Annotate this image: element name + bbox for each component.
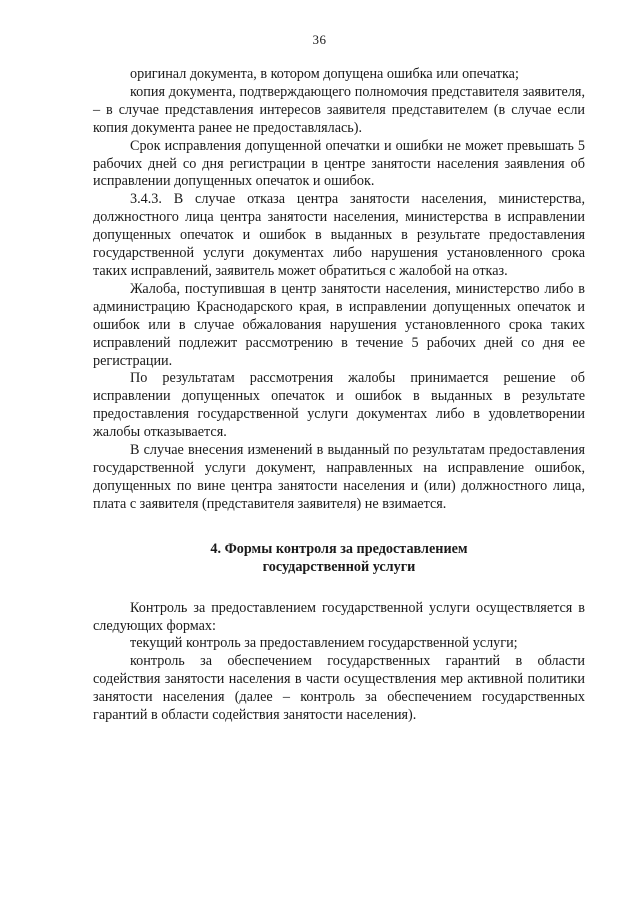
paragraph: По результатам рассмотрения жалобы принимается решение об исправлении допущенных опечаток и ошибок в выданных в результате предоставления государственной услуги документах либо в удовлетворении жалобы отказывается. [93, 370, 585, 441]
paragraph: 3.4.3. В случае отказа центра занятости населения, министерства, должностного лица центра занятости населения, министерства в исправлении допущенных опечаток и ошибок в выданных в результате предоставления государственной услуги документах либо нарушения установленного срока таких исправлений, заявитель может обратиться с жалобой на отказ. [93, 191, 585, 279]
paragraph: оригинал документа, в котором допущена ошибка или опечатка; [130, 66, 519, 82]
paragraph: Жалоба, поступившая в центр занятости населения, министерство либо в администрацию Краснодарского края, в исправлении допущенных опечаток и ошибок или в случае обжалования нарушения установленного срока таких исправлений подлежит рассмотрению в течение 5 рабочих дней со дня ее регистрации. [93, 280, 585, 369]
section-heading-line-1: 4. Формы контроля за предоставлением [210, 540, 468, 557]
section-heading [93, 540, 585, 576]
paragraph: В случае внесения изменений в выданный по результатам предоставления государственной услуги документ, направленных на исправление ошибок, допущенных по вине центра занятости населения и (или) должностного лица, плата с заявителя (представителя заявителя) не взимается. [93, 442, 585, 512]
paragraph: текущий контроль за предоставлением государственной услуги; [130, 635, 518, 652]
paragraph: Срок исправления допущенной опечатки и ошибки не может превышать 5 рабочих дней со дня регистрации в центре занятости населения заявления об исправлении допущенных опечаток и ошибок. [93, 137, 585, 190]
paragraph: Контроль за предоставлением государственной услуги осуществляется в следующих формах: [93, 599, 585, 634]
page-number: 36 [312, 32, 327, 47]
section-heading-line-2: государственной услуги [262, 558, 416, 575]
paragraph: контроль за обеспечением государственных гарантий в области содействия занятости населения в части осуществления мер активной политики занятости населения (далее – контроль за обеспечением государственных гарантий в области содействия занятости населения). [93, 653, 585, 724]
document-body [93, 66, 585, 725]
paragraph: копия документа, подтверждающего полномочия представителя заявителя, – в случае представления интересов заявителя представителем (в случае если копия документа ранее не предоставлялась). [93, 83, 585, 136]
